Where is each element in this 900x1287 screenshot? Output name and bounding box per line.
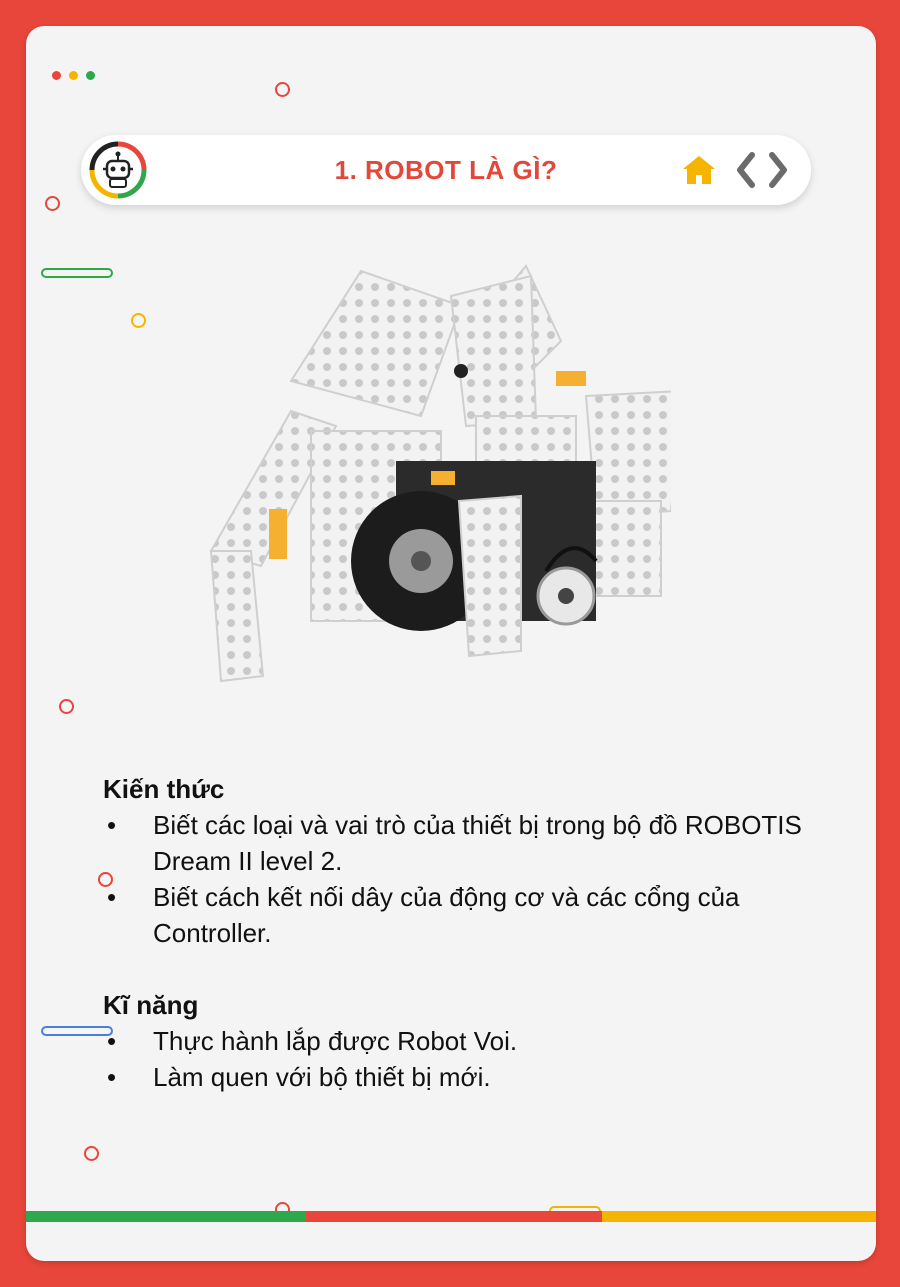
knowledge-heading: Kiến thức: [103, 774, 225, 804]
list-item: • Làm quen với bộ thiết bị mới.: [103, 1059, 803, 1095]
decor-ring: [45, 196, 60, 211]
bottom-color-bar: [26, 1211, 876, 1222]
decor-ring: [59, 699, 74, 714]
bottom-bar-red: [306, 1211, 602, 1222]
list-item: • Thực hành lắp được Robot Voi.: [103, 1023, 803, 1059]
bottom-bar-green: [26, 1211, 306, 1222]
robot-elephant-image: [191, 231, 671, 711]
home-icon: [681, 154, 717, 186]
previous-button[interactable]: [735, 151, 757, 189]
decor-pill: [41, 268, 113, 278]
window-dots: [52, 71, 95, 80]
decor-ring: [84, 1146, 99, 1161]
knowledge-list: [103, 807, 803, 951]
bottom-bar-yellow: [602, 1211, 876, 1222]
window-dot-green: [86, 71, 95, 80]
next-button[interactable]: [767, 151, 789, 189]
slide-card: [26, 26, 876, 1261]
chevron-left-icon: [735, 151, 757, 189]
skills-heading: Kĩ năng: [103, 990, 199, 1020]
window-dot-yellow: [69, 71, 78, 80]
decor-ring: [131, 313, 146, 328]
header-bar: [81, 135, 811, 205]
page-title: 1. ROBOT LÀ GÌ?: [334, 155, 558, 185]
window-dot-red: [52, 71, 61, 80]
home-button[interactable]: [681, 154, 717, 186]
decor-ring: [275, 82, 290, 97]
list-item: • Biết cách kết nối dây của động cơ và các cổng của Controller.: [103, 879, 803, 951]
lesson-content: [103, 771, 803, 1095]
skills-list: [103, 1023, 803, 1095]
chevron-right-icon: [767, 151, 789, 189]
list-item: • Biết các loại và vai trò của thiết bị trong bộ đồ ROBOTIS Dream II level 2.: [103, 807, 803, 879]
